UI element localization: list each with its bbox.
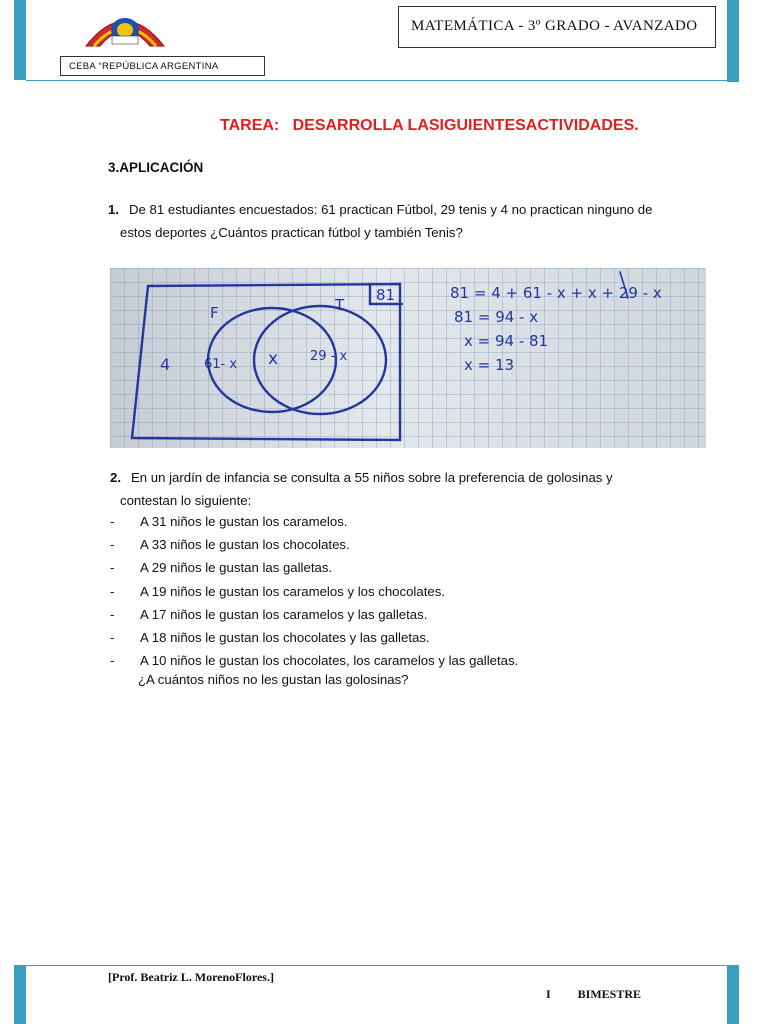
decor-bar-bottom-right: [727, 965, 739, 1024]
venn-set-f-label: F: [210, 304, 219, 322]
venn-set-t-label: T: [335, 296, 345, 314]
problem-1-number: 1.: [108, 202, 119, 217]
venn-right-region: 29 - x: [310, 349, 348, 364]
problem-2-number: 2.: [110, 470, 121, 485]
list-item: - A 17 niños le gustan los caramelos y las galletas.: [110, 606, 428, 622]
venn-center-region: x: [268, 349, 279, 369]
task-heading: TAREA: DESARROLLA LASIGUIENTESACTIVIDADES.: [220, 117, 639, 134]
problem-1-line-1: De 81 estudiantes encuestados: 61 practican Fútbol, 29 tenis y 4 no practican ninguno de: [129, 202, 653, 217]
school-crest-icon: [82, 6, 168, 50]
header-divider: [26, 80, 727, 81]
equation-3: x = 94 - 81: [464, 332, 549, 350]
problem-2-line-1: En un jardín de infancia se consulta a 55 niños sobre la preferencia de golosinas y: [131, 470, 613, 485]
equation-1: 81 = 4 + 61 - x + x + 29 - x: [450, 284, 662, 302]
list-item: - A 31 niños le gustan los caramelos.: [110, 514, 348, 529]
list-item: - A 33 niños le gustan los chocolates.: [110, 537, 350, 553]
list-item: - A 18 niños le gustan los chocolates y las galletas.: [110, 629, 430, 645]
list-item: - A 10 niños le gustan los chocolates, los caramelos y las galletas.: [110, 653, 519, 669]
footer-divider: [26, 965, 727, 966]
equation-2: 81 = 94 - x: [454, 308, 539, 326]
venn-left-region: 61- x: [204, 357, 238, 372]
footer-period: I BIMESTRE: [546, 987, 642, 1001]
course-title: MATEMÁTICA - 3º GRADO - AVANZADO: [398, 6, 716, 48]
decor-bar-top-left: [14, 0, 26, 80]
decor-bar-top-right: [727, 0, 739, 82]
problem-1-line-2: estos deportes ¿Cuántos practican fútbol y también Tenis?: [120, 225, 463, 240]
venn-total: 81: [376, 286, 396, 304]
school-name: CEBA “REPÚBLICA ARGENTINA: [60, 56, 265, 76]
footer-author: [Prof. Beatriz L. MorenoFlores.]: [108, 970, 274, 984]
decor-bar-bottom-left: [14, 965, 26, 1024]
equation-4: x = 13: [464, 356, 515, 374]
problem-2-question: ¿A cuántos niños no les gustan las golosinas?: [138, 672, 409, 687]
preference-list: [110, 510, 694, 672]
section-title: 3.APLICACIÓN: [108, 160, 204, 175]
problem-2-line-2: contestan lo siguiente:: [120, 493, 252, 508]
venn-diagram-photo: [110, 268, 706, 448]
list-item: - A 29 niños le gustan las galletas.: [110, 560, 333, 576]
list-item: - A 19 niños le gustan los caramelos y los chocolates.: [110, 583, 445, 599]
problem-1: [108, 198, 694, 244]
problem-2: [110, 466, 694, 512]
venn-outside-value: 4: [160, 355, 171, 374]
